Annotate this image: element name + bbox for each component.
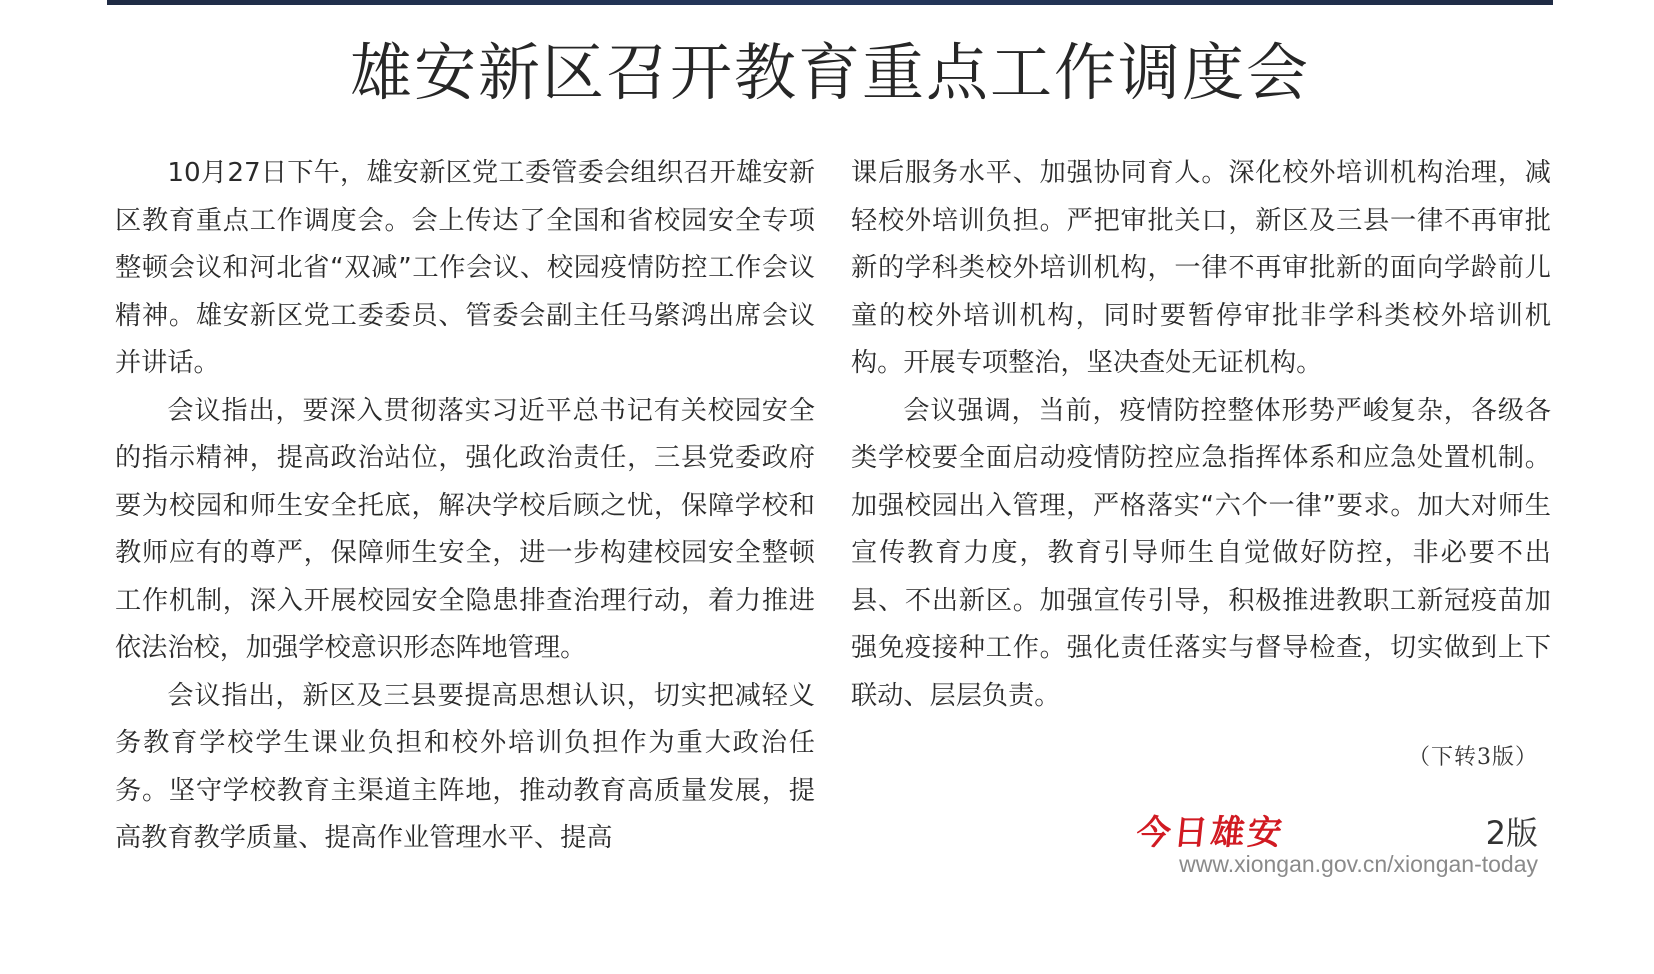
article-paragraph: 10月27日下午，雄安新区党工委管委会组织召开雄安新区教育重点工作调度会。会上传达了全国和省校园安全专项整顿会议和河北省“双减”工作会议、校园疫情防控工作会议精神。雄安新区党工委委员、管委会副主任马綮鸿出席会议并讲话。 (115, 158, 815, 378)
article-paragraph: 会议指出，新区及三县要提高思想认识，切实把减轻义务教育学校学生课业负担和校外培训负担作为重大政治任务。坚守学校教育主渠道主阵地，推动教育高质量发展，提高教育教学质量、提高作业管理水平、提高 (115, 680, 815, 853)
article-paragraph: 会议指出，要深入贯彻落实习近平总书记有关校园安全的指示精神，提高政治站位，强化政治责任，三县党委政府要为校园和师生安全托底，解决学校后顾之忧，保障学校和教师应有的尊严，保障师生安全，进一步构建校园安全整顿工作机制，深入开展校园安全隐患排查治理行动，着力推进依法治校，加强学校意识形态阵地管理。 (115, 395, 815, 663)
continued-on-page-note: （下转3版） (1408, 745, 1538, 770)
article-paragraph: 会议强调，当前，疫情防控整体形势严峻复杂，各级各类学校要全面启动疫情防控应急指挥体系和应急处置机制。加强校园出入管理，严格落实“六个一律”要求。加大对师生宣传教育力度，教育引导师生自觉做好防控，非必要不出县、不出新区。加强宣传引导，积极推进教职工新冠疫苗加强免疫接种工作。强化责任落实与督导检查，切实做到上下联动、层层负责。 (851, 395, 1551, 711)
page-number: 2版 (1485, 814, 1538, 852)
article-paragraph-continuation: 课后服务水平、加强协同育人。深化校外培训机构治理，减轻校外培训负担。严把审批关口，新区及三县一律不再审批新的学科类校外培训机构，一律不再审批新的面向学龄前儿童的校外培训机构，同时要暂停审批非学科类校外培训机构。开展专项整治，坚决查处无证机构。 (851, 158, 1551, 378)
brand-logo: 今日雄安 (1134, 813, 1287, 853)
article-column-right (851, 150, 1551, 720)
top-rule-bar (107, 0, 1553, 5)
article-headline: 雄安新区召开教育重点工作调度会 (349, 36, 1310, 109)
article-column-left (115, 150, 815, 863)
site-url-link[interactable]: www.xiongan.gov.cn/xiongan-today (1179, 851, 1538, 877)
